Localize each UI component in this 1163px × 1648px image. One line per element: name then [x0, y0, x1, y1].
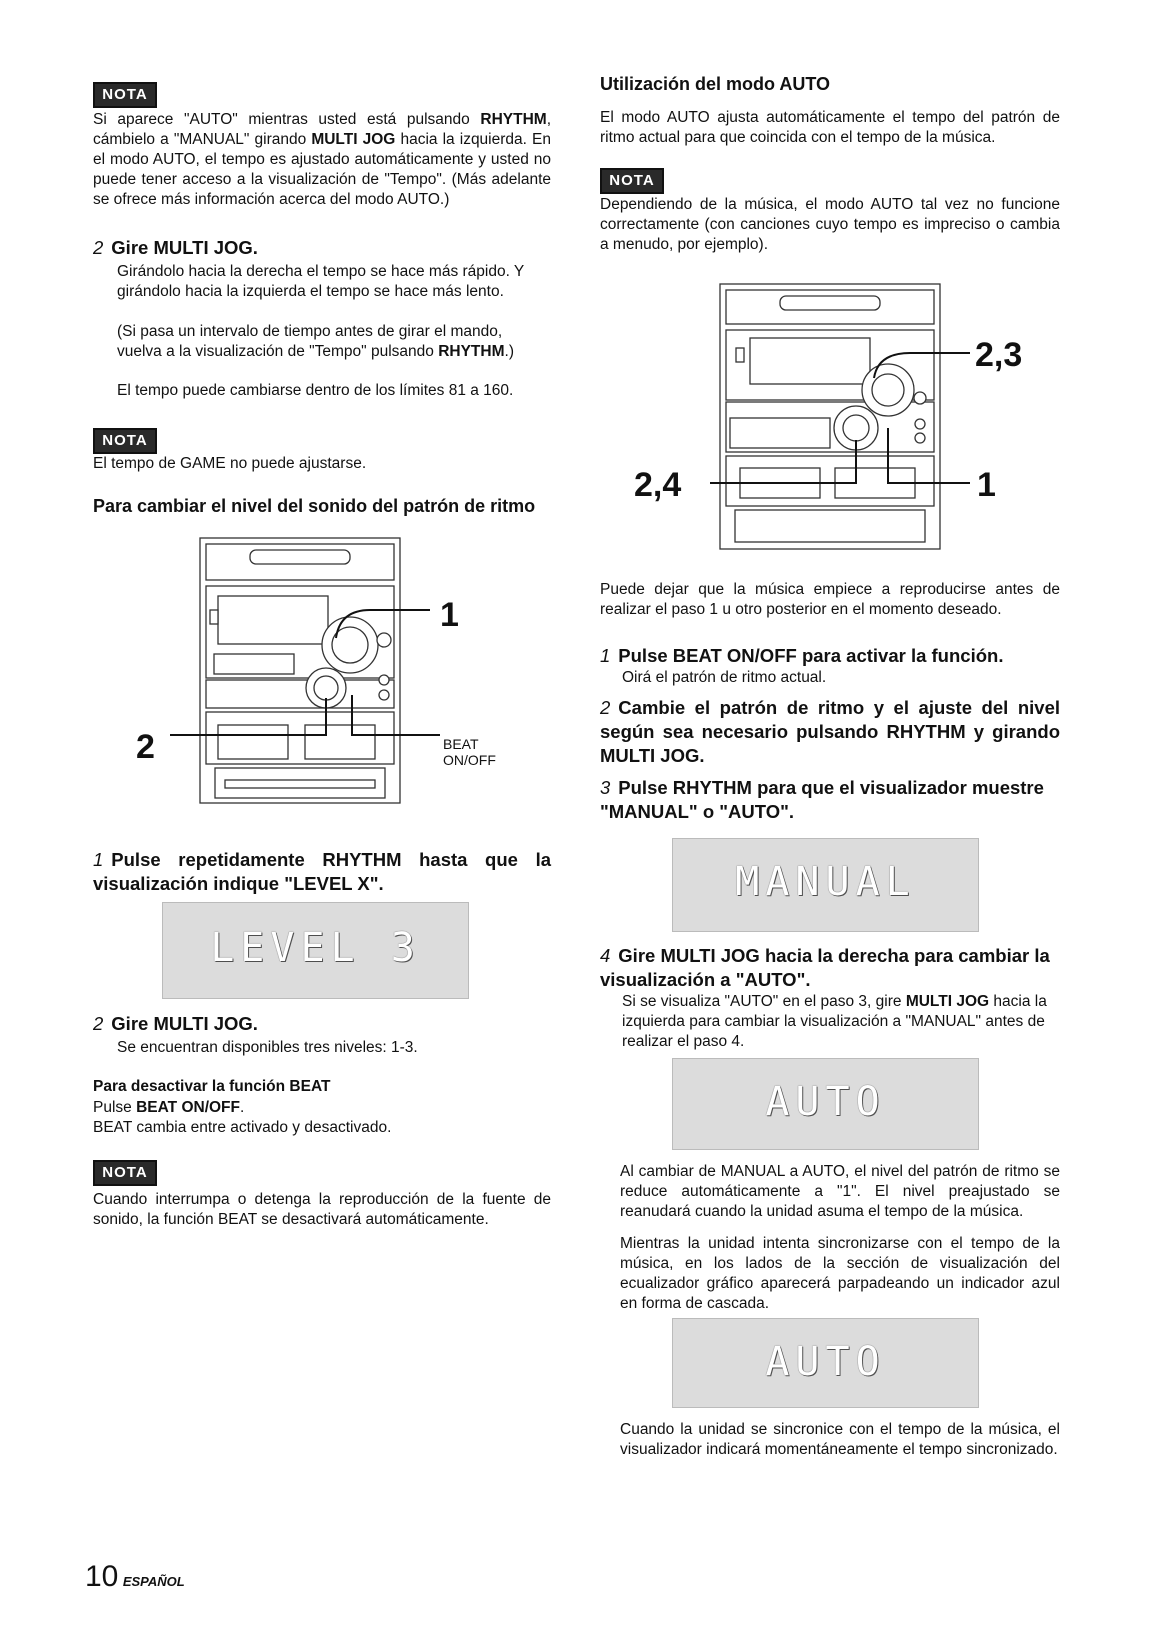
step-heading	[93, 848, 551, 896]
section-title: Para cambiar el nivel del sonido del patrón de ritmo	[93, 496, 536, 516]
text: .)	[504, 343, 514, 360]
step-number: 4	[600, 945, 611, 966]
stereo-diagram	[620, 278, 1040, 558]
step-title: Gire MULTI JOG hacia la derecha para cambiar la visualización a "AUTO".	[600, 945, 1050, 990]
step-heading	[93, 1012, 258, 1036]
text: hacia la izquierda. En el modo AUTO, el tempo es ajustado automáticamente y usted no puede tener acceso a la visualización de "Tempo". (Más adelante se ofrece más información acerca del modo AUTO.)	[93, 131, 552, 208]
paren-note	[117, 322, 551, 362]
step-text: Oirá el patrón de ritmo actual.	[622, 669, 827, 686]
stereo-diagram	[140, 530, 540, 820]
step-number: 2	[93, 1013, 104, 1034]
deactivate-line1	[93, 1098, 244, 1118]
nota-badge: NOTA	[93, 1160, 157, 1186]
text: Pulse	[93, 1099, 137, 1116]
callout-2-3: 2,3	[975, 336, 1023, 374]
bold-text: BEAT ON/OFF	[136, 1099, 240, 1116]
step-number: 1	[600, 645, 611, 666]
callout-2-4: 2,4	[634, 466, 682, 504]
text: Si aparece "AUTO" mientras usted está pulsando	[93, 111, 481, 128]
page-footer	[85, 1560, 185, 1594]
lcd-level-display	[162, 902, 469, 999]
final-text: Cuando la unidad se sincronice con el tempo de la música, el visualizador indicará momentáneamente el tempo sincronizado.	[620, 1421, 1060, 1458]
bold-text: RHYTHM	[480, 111, 547, 128]
step-heading	[600, 944, 1060, 992]
step-title: Pulse RHYTHM para que el visualizador muestre "MANUAL" o "AUTO".	[600, 777, 1044, 822]
step-number: 2	[600, 697, 611, 718]
step-heading	[600, 644, 1003, 668]
lcd-text: AUTO	[765, 1079, 886, 1125]
start-text: Puede dejar que la música empiece a reproducirse antes de realizar el paso 1 u otro posterior en el momento deseado.	[600, 581, 1060, 618]
step-title: Cambie el patrón de ritmo y el ajuste del nivel según sea necesario pulsando RHYTHM y girando MULTI JOG.	[600, 697, 1060, 766]
auto-mode-text: El modo AUTO ajusta automáticamente el tempo del patrón de ritmo actual para que coincida con el tempo de la música.	[600, 109, 1060, 146]
step-title: Gire MULTI JOG.	[111, 1013, 258, 1034]
text: (Si pasa un intervalo de tiempo antes de girar el mando, vuelva a la visualización de "Tempo" pulsando	[117, 323, 503, 360]
bold-text: MULTI JOG	[311, 131, 396, 148]
beat-label-line2: ON/OFF	[443, 752, 496, 768]
sync-text: Mientras la unidad intenta sincronizarse con el tempo de la música, en los lados de la sección de visualización del ecualizador gráfico aparecerá parpadeando un indicador azul en forma de cascada.	[620, 1235, 1060, 1312]
page-language: ESPAÑOL	[122, 1574, 185, 1589]
beat-label-line1: BEAT	[443, 736, 479, 752]
step-number: 3	[600, 777, 611, 798]
deactivate-title: Para desactivar la función BEAT	[93, 1078, 331, 1095]
step-title: Gire MULTI JOG.	[111, 237, 258, 258]
step-heading	[600, 776, 1060, 824]
bold-text: MULTI JOG	[905, 993, 990, 1010]
nota-stop-text: Cuando interrumpa o detenga la reproducción de la fuente de sonido, la función BEAT se desactivará automáticamente.	[93, 1191, 551, 1228]
tempo-limits: El tempo puede cambiarse dentro de los límites 81 a 160.	[117, 382, 514, 399]
bold-text: RHYTHM	[438, 343, 505, 360]
nota-badge: NOTA	[93, 428, 157, 454]
step-text: Se encuentran disponibles tres niveles: 1-3.	[117, 1039, 418, 1056]
section-title: Utilización del modo AUTO	[600, 74, 831, 94]
text: , cámbielo a "MANUAL" girando	[93, 111, 551, 148]
step-heading	[93, 236, 258, 260]
callout-2: 2	[136, 728, 155, 766]
nota-auto-text: Dependiendo de la música, el modo AUTO tal vez no funcione correctamente (con canciones cuyo tempo es impreciso o cambia a menudo, por ejemplo).	[600, 196, 1060, 253]
callout-1: 1	[977, 466, 996, 504]
step-number: 2	[93, 237, 104, 258]
text: .	[240, 1099, 245, 1116]
lcd-text: MANUAL	[735, 859, 916, 905]
text: hacia la izquierda para cambiar la visualización a "MANUAL" antes de realizar el paso 4.	[622, 993, 1047, 1050]
page-number: 10	[85, 1560, 119, 1593]
step-heading	[600, 696, 1060, 768]
deactivate-line2: BEAT cambia entre activado y desactivado.	[93, 1119, 392, 1136]
lcd-text: AUTO	[765, 1339, 886, 1385]
callout-1: 1	[440, 596, 459, 634]
nota-badge: NOTA	[93, 82, 157, 108]
nota-badge: NOTA	[600, 168, 664, 194]
lcd-manual-display	[672, 838, 979, 932]
beat-label	[443, 736, 496, 768]
manual-to-auto-text: Al cambiar de MANUAL a AUTO, el nivel del patrón de ritmo se reduce automáticamente a "1". El nivel preajustado se reanudará cuando la unidad asuma el tempo de la música.	[620, 1163, 1060, 1220]
lcd-auto-sync-display	[672, 1318, 979, 1408]
step-text: Girándolo hacia la derecha el tempo se hace más rápido. Y girándolo hacia la izquierda el tempo se hace más lento.	[117, 263, 524, 300]
lcd-auto-display	[672, 1058, 979, 1150]
nota-game-text: El tempo de GAME no puede ajustarse.	[93, 455, 367, 472]
step-number: 1	[93, 849, 104, 870]
step-title: Pulse repetidamente RHYTHM hasta que la visualización indique "LEVEL X".	[93, 849, 551, 894]
lcd-text: LEVEL 3	[210, 925, 421, 971]
nota-rhythm-text	[93, 110, 551, 210]
step-text	[622, 992, 1060, 1052]
step-title: Pulse BEAT ON/OFF para activar la función.	[618, 645, 1004, 666]
text: Si se visualiza "AUTO" en el paso 3, gire	[622, 993, 906, 1010]
